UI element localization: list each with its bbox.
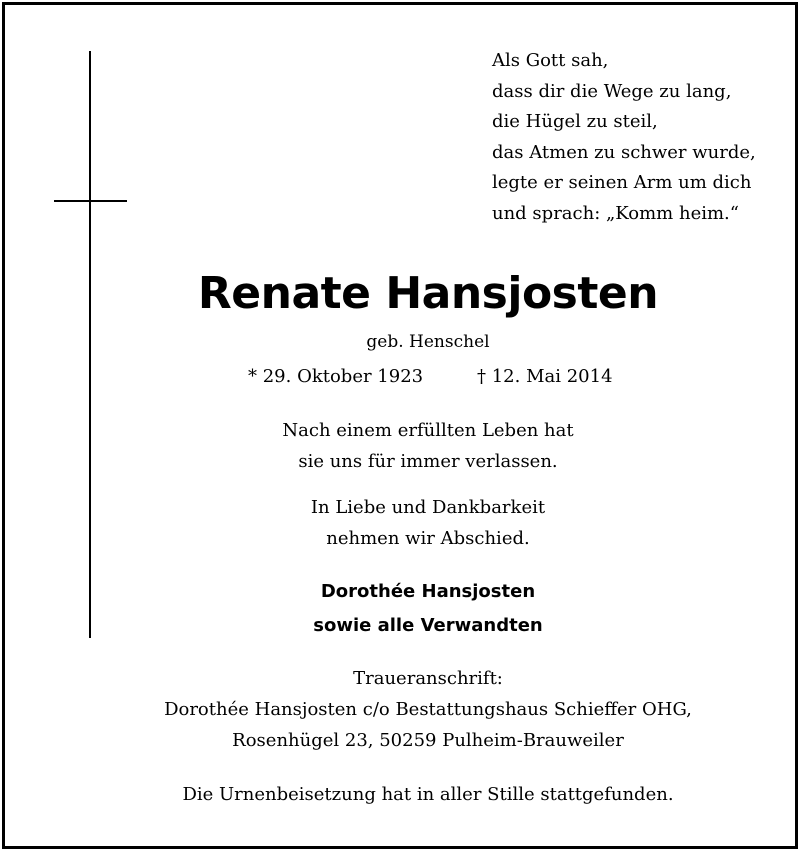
mourner-line: sowie alle Verwandten	[313, 615, 543, 636]
cross-icon-horizontal-bar	[54, 200, 127, 202]
farewell-statement-line: nehmen wir Abschied.	[326, 528, 530, 549]
poem-line: und sprach: „Komm heim.“	[492, 202, 739, 224]
mourners	[0, 575, 800, 643]
farewell-statement-line: In Liebe und Dankbarkeit	[310, 497, 546, 518]
birth-date: * 29. Oktober 1923	[248, 366, 424, 387]
farewell-statement	[0, 492, 800, 554]
poem-line: legte er seinen Arm um dich	[492, 172, 752, 194]
life-statement-line: sie uns für immer verlassen.	[298, 451, 558, 472]
address-line: Rosenhügel 23, 50259 Pulheim-Brauweiler	[232, 730, 624, 751]
address-line: Traueranschrift:	[353, 668, 503, 689]
life-statement-line: Nach einem erfüllten Leben hat	[282, 420, 574, 441]
death-date: † 12. Mai 2014	[477, 366, 613, 387]
poem	[492, 46, 756, 230]
mourner-line: Dorothée Hansjosten	[320, 581, 536, 602]
mourning-address	[0, 663, 800, 756]
poem-line: die Hügel zu steil,	[492, 111, 658, 133]
poem-line: das Atmen zu schwer wurde,	[492, 141, 756, 163]
maiden-name: geb. Henschel	[366, 332, 490, 352]
address-line: Dorothée Hansjosten c/o Bestattungshaus Schieffer OHG,	[164, 699, 692, 720]
life-statement	[0, 415, 800, 477]
poem-line: Als Gott sah,	[492, 50, 609, 71]
poem-line: dass dir die Wege zu lang,	[492, 80, 732, 102]
deceased-name: Renate Hansjosten	[197, 268, 659, 319]
closing-statement: Die Urnenbeisetzung hat in aller Stille stattgefunden.	[182, 784, 674, 805]
